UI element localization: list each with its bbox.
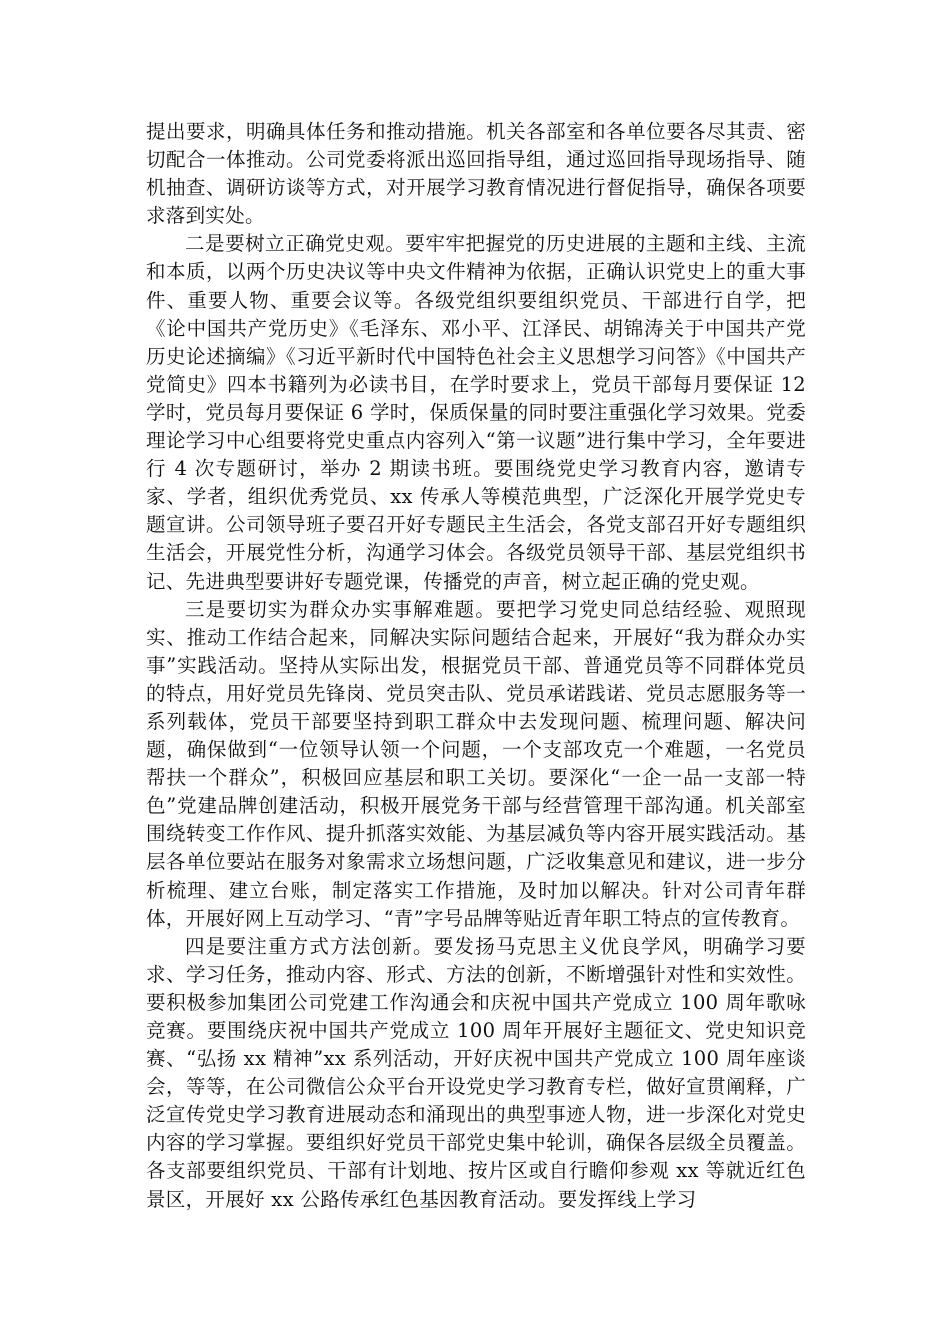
document-body <box>146 118 806 1214</box>
paragraph-correct-party-history-view: 二是要树立正确党史观。要牢牢把握党的历史进展的主题和主线、主流和本质，以两个历史决议等中央文件精神为依据，正确认识党史上的重大事件、重要人物、重要会议等。各级党组织要组织党员、干部进行自学，把《论中国共产党历史》《毛泽东、邓小平、江泽民、胡锦涛关于中国共产党历史论述摘编》《习近平新时代中国特色社会主义思想学习问答》《中国共产党简史》四本书籍列为必读书目，在学时要求上，党员干部每月要保证 12 学时，党员每月要保证 6 学时，保质保量的同时要注重强化学习效果。党委理论学习中心组要将党史重点内容列入“第一议题”进行集中学习，全年要进行 4 次专题研讨，举办 2 期读书班。要围绕党史学习教育内容，邀请专家、学者，组织优秀党员、xx 传承人等模范典型，广泛深化开展学党史专题宣讲。公司领导班子要召开好专题民主生活会，各党支部召开好专题组织生活会，开展党性分析，沟通学习体会。各级党员领导干部、基层党组织书记、先进典型要讲好专题党课，传播党的声音，树立起正确的党史观。 <box>146 232 806 593</box>
paragraph-serve-the-masses: 三是要切实为群众办实事解难题。要把学习党史同总结经验、观照现实、推动工作结合起来，同解决实际问题结合起来，开展好“我为群众办实事”实践活动。坚持从实际出发，根据党员干部、普通党员等不同群体党员的特点，用好党员先锋岗、党员突击队、党员承诺践诺、党员志愿服务等一系列载体，党员干部要坚持到职工群众中去发现问题、梳理问题、解决问题，确保做到“一位领导认领一个问题，一个支部攻克一个难题，一名党员帮扶一个群众”，积极回应基层和职工关切。要深化“一企一品一支部一特色”党建品牌创建活动，积极开展党务干部与经营管理干部沟通。机关部室围绕转变工作作风、提升抓落实效能、为基层减负等内容开展实践活动。基层各单位要站在服务对象需求立场想问题，广泛收集意见和建议，进一步分析梳理、建立台账，制定落实工作措施，及时加以解决。针对公司青年群体，开展好网上互动学习、“青”字号品牌等贴近青年职工特点的宣传教育。 <box>146 597 806 930</box>
paragraph-continuation: 提出要求，明确具体任务和推动措施。机关各部室和各单位要各尽其责、密切配合一体推动。公司党委将派出巡回指导组，通过巡回指导现场指导、随机抽查、调研访谈等方式，对开展学习教育情况进行督促指导，确保各项要求落到实处。 <box>146 120 806 228</box>
paragraph-method-innovation: 四是要注重方式方法创新。要发扬马克思主义优良学风，明确学习要求、学习任务，推动内容、形式、方法的创新，不断增强针对性和实效性。要积极参加集团公司党建工作沟通会和庆祝中国共产党成立 100 周年歌咏竞赛。要围绕庆祝中国共产党成立 100 周年开展好主题征文、党史知识竞赛、“弘扬 xx 精神”xx 系列活动，开好庆祝中国共产党成立 100 周年座谈会，等等，在公司微信公众平台开设党史学习教育专栏，做好宣贯阐释，广泛宣传党史学习教育进展动态和涌现出的典型事迹人物，进一步深化对党史内容的学习掌握。要组织好党员干部党史集中轮训，确保各层级全员覆盖。各支部要组织党员、干部有计划地、按片区或自行瞻仰参观 xx 等就近红色景区，开展好 xx 公路传承红色基因教育活动。要发挥线上学习 <box>146 934 806 1211</box>
